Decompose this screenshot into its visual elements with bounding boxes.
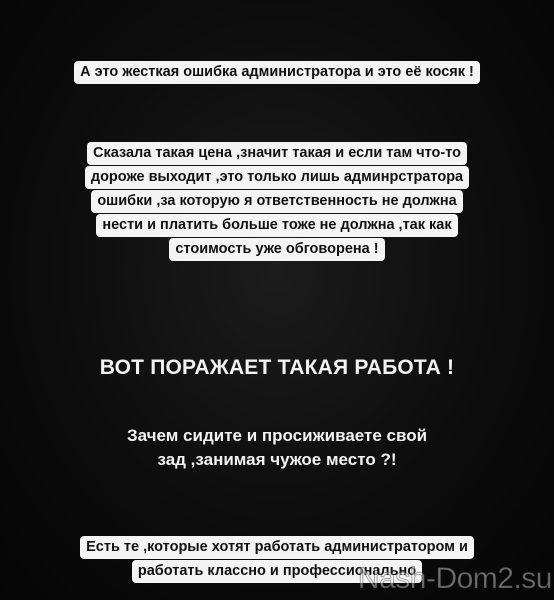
caption-middle-line: Сказала такая цена ,значит такая и если там что-то xyxy=(87,142,467,165)
site-watermark: Nash-Dom2.su xyxy=(357,562,552,595)
caption-bottom-line: работать классно и профессионально xyxy=(132,560,422,583)
caption-middle-line: ошибки ,за которую я ответственность не должна xyxy=(91,190,462,213)
headline: ВОТ ПОРАЖАЕТ ТАКАЯ РАБОТА ! xyxy=(99,356,455,379)
caption-top-line: А это жесткая ошибка администратора и это её косяк ! xyxy=(74,61,480,84)
caption-top xyxy=(0,61,554,85)
caption-middle-line: стоимость уже обговорена ! xyxy=(169,238,384,261)
caption-bottom xyxy=(0,536,554,584)
question-line: зад ,занимая чужое место ?! xyxy=(157,450,397,469)
caption-middle-line: нести и платить больше тоже не должна ,так как xyxy=(96,214,457,237)
question-text xyxy=(0,424,554,472)
caption-bottom-line: Есть те ,которые хотят работать администратором и xyxy=(80,536,474,559)
question-line: Зачем сидите и просиживаете свой xyxy=(126,426,428,445)
caption-middle-line: дороже выходит ,это только лишь админрстратора xyxy=(85,166,469,189)
caption-middle xyxy=(0,142,554,262)
